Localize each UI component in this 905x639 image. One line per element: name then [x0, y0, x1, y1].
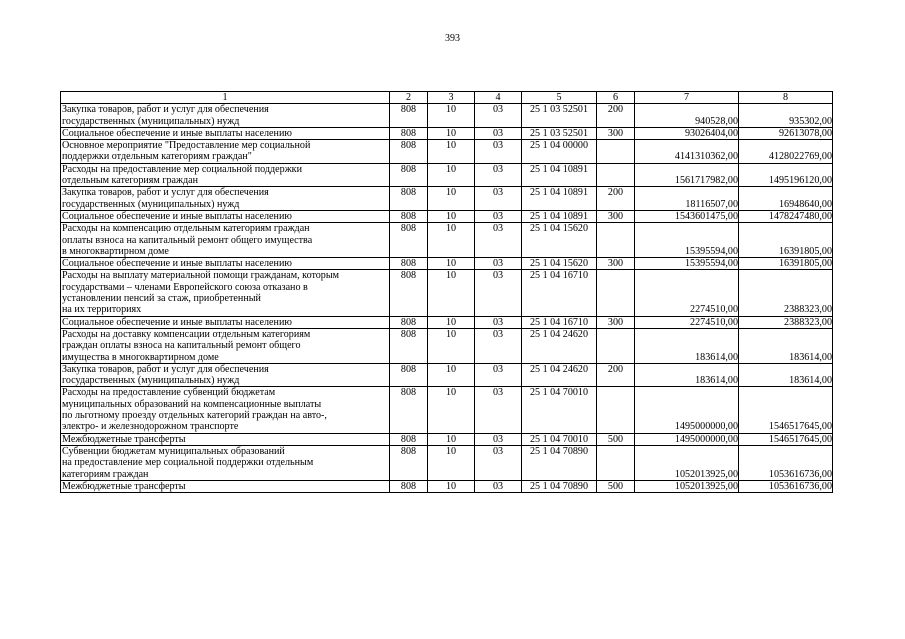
description-line: государственных (муниципальных) нужд — [62, 115, 240, 127]
ministry-code: 808 — [390, 223, 428, 258]
description-line: поддержки отдельным категориям граждан" — [62, 151, 252, 163]
section-code: 10 — [428, 258, 475, 270]
budget-table — [60, 91, 833, 493]
amount-year-2: 935302,00 — [739, 104, 833, 128]
target-article-code: 25 1 04 10891 — [522, 210, 597, 222]
expense-type-code: 200 — [597, 104, 635, 128]
ministry-code: 808 — [390, 480, 428, 492]
table-row — [61, 258, 833, 270]
target-article-code: 25 1 04 24620 — [522, 363, 597, 387]
amount-year-2: 183614,00 — [739, 363, 833, 387]
subsection-code: 03 — [475, 104, 522, 128]
section-code: 10 — [428, 445, 475, 480]
row-description — [61, 127, 390, 139]
expense-type-code — [597, 387, 635, 433]
description-line: отдельным категориям граждан — [62, 175, 198, 187]
amount-year-2: 4128022769,00 — [739, 140, 833, 164]
description-line: по льготному проезду отдельных категорий граждан на авто-, — [62, 410, 327, 422]
target-article-code: 25 1 04 16710 — [522, 270, 597, 316]
section-code: 10 — [428, 104, 475, 128]
ministry-code: 808 — [390, 127, 428, 139]
row-description — [61, 258, 390, 270]
column-header: 3 — [428, 92, 475, 104]
row-description — [61, 104, 390, 128]
amount-year-2: 16391805,00 — [739, 258, 833, 270]
section-code: 10 — [428, 163, 475, 187]
row-description — [61, 210, 390, 222]
ministry-code: 808 — [390, 258, 428, 270]
subsection-code: 03 — [475, 187, 522, 211]
amount-year-1: 4141310362,00 — [635, 140, 739, 164]
ministry-code: 808 — [390, 270, 428, 316]
description-line: Расходы на выплату материальной помощи гражданам, которым — [62, 270, 340, 282]
row-description — [61, 387, 390, 433]
target-article-code: 25 1 04 70890 — [522, 445, 597, 480]
subsection-code: 03 — [475, 258, 522, 270]
table-row — [61, 445, 833, 480]
row-description — [61, 163, 390, 187]
column-header: 7 — [635, 92, 739, 104]
amount-year-1: 93026404,00 — [635, 127, 739, 139]
amount-year-2: 183614,00 — [739, 328, 833, 363]
amount-year-1: 183614,00 — [635, 363, 739, 387]
column-header: 1 — [61, 92, 390, 104]
column-header: 8 — [739, 92, 833, 104]
subsection-code: 03 — [475, 316, 522, 328]
row-description — [61, 480, 390, 492]
amount-year-2: 1495196120,00 — [739, 163, 833, 187]
row-description — [61, 187, 390, 211]
description-line: государственных (муниципальных) нужд — [62, 375, 240, 387]
description-line: на их территориях — [62, 304, 142, 316]
ministry-code: 808 — [390, 187, 428, 211]
target-article-code: 25 1 04 16710 — [522, 316, 597, 328]
section-code: 10 — [428, 328, 475, 363]
target-article-code: 25 1 04 15620 — [522, 258, 597, 270]
ministry-code: 808 — [390, 316, 428, 328]
description-line: Расходы на предоставление субвенций бюджетам — [62, 387, 276, 399]
amount-year-2: 1053616736,00 — [739, 445, 833, 480]
subsection-code: 03 — [475, 223, 522, 258]
subsection-code: 03 — [475, 363, 522, 387]
description-line: Закупка товаров, работ и услуг для обеспечения — [62, 104, 269, 116]
description-line: государственных (муниципальных) нужд — [62, 198, 240, 210]
header-row — [61, 92, 833, 104]
amount-year-2: 1053616736,00 — [739, 480, 833, 492]
amount-year-1: 1543601475,00 — [635, 210, 739, 222]
amount-year-1: 1561717982,00 — [635, 163, 739, 187]
description-line: электро- и железнодорожном транспорте — [62, 421, 239, 433]
subsection-code: 03 — [475, 328, 522, 363]
row-description — [61, 270, 390, 316]
description-line: Расходы на доставку компенсации отдельным категориям — [62, 328, 311, 340]
table-row — [61, 127, 833, 139]
target-article-code: 25 1 04 10891 — [522, 187, 597, 211]
expense-type-code: 200 — [597, 363, 635, 387]
subsection-code: 03 — [475, 480, 522, 492]
subsection-code: 03 — [475, 140, 522, 164]
description-line: Межбюджетные трансферты — [62, 433, 186, 445]
amount-year-1: 1052013925,00 — [635, 445, 739, 480]
ministry-code: 808 — [390, 433, 428, 445]
subsection-code: 03 — [475, 210, 522, 222]
table-row — [61, 140, 833, 164]
section-code: 10 — [428, 187, 475, 211]
section-code: 10 — [428, 223, 475, 258]
description-line: Социальное обеспечение и иные выплаты населению — [62, 210, 292, 222]
expense-type-code — [597, 223, 635, 258]
expense-type-code — [597, 445, 635, 480]
description-line: Социальное обеспечение и иные выплаты населению — [62, 316, 292, 328]
description-line: имущества в многоквартирном доме — [62, 351, 219, 363]
target-article-code: 25 1 03 52501 — [522, 127, 597, 139]
section-code: 10 — [428, 363, 475, 387]
table-row — [61, 163, 833, 187]
ministry-code: 808 — [390, 104, 428, 128]
column-header: 6 — [597, 92, 635, 104]
amount-year-2: 16948640,00 — [739, 187, 833, 211]
subsection-code: 03 — [475, 445, 522, 480]
table-row — [61, 387, 833, 433]
table-row — [61, 187, 833, 211]
target-article-code: 25 1 04 70010 — [522, 433, 597, 445]
description-line: на предоставление мер социальной поддержки отдельным — [62, 457, 314, 469]
subsection-code: 03 — [475, 163, 522, 187]
expense-type-code: 500 — [597, 480, 635, 492]
table-row — [61, 433, 833, 445]
section-code: 10 — [428, 433, 475, 445]
expense-type-code — [597, 270, 635, 316]
amount-year-1: 15395594,00 — [635, 223, 739, 258]
section-code: 10 — [428, 210, 475, 222]
ministry-code: 808 — [390, 387, 428, 433]
amount-year-1: 1052013925,00 — [635, 480, 739, 492]
description-line: установлении пенсий за стаж, приобретенный — [62, 293, 261, 305]
description-line: государствами – членами Европейского союза отказано в — [62, 281, 308, 293]
table-row — [61, 328, 833, 363]
amount-year-2: 1546517645,00 — [739, 387, 833, 433]
ministry-code: 808 — [390, 140, 428, 164]
amount-year-2: 16391805,00 — [739, 223, 833, 258]
target-article-code: 25 1 04 15620 — [522, 223, 597, 258]
row-description — [61, 328, 390, 363]
expense-type-code: 500 — [597, 433, 635, 445]
table-row — [61, 104, 833, 128]
section-code: 10 — [428, 140, 475, 164]
target-article-code: 25 1 04 24620 — [522, 328, 597, 363]
amount-year-1: 18116507,00 — [635, 187, 739, 211]
target-article-code: 25 1 04 00000 — [522, 140, 597, 164]
amount-year-2: 2388323,00 — [739, 316, 833, 328]
column-header: 5 — [522, 92, 597, 104]
description-line: Основное мероприятие "Предоставление мер социальной — [62, 140, 311, 152]
description-line: оплаты взноса на капитальный ремонт общего имущества — [62, 234, 313, 246]
target-article-code: 25 1 04 70010 — [522, 387, 597, 433]
table-row — [61, 210, 833, 222]
target-article-code: 25 1 03 52501 — [522, 104, 597, 128]
expense-type-code — [597, 163, 635, 187]
ministry-code: 808 — [390, 445, 428, 480]
description-line: Закупка товаров, работ и услуг для обеспечения — [62, 363, 269, 375]
ministry-code: 808 — [390, 210, 428, 222]
section-code: 10 — [428, 127, 475, 139]
amount-year-1: 940528,00 — [635, 104, 739, 128]
description-line: Расходы на предоставление мер социальной поддержки — [62, 163, 302, 175]
description-line: граждан оплаты взноса на капитальный ремонт общего — [62, 340, 301, 352]
subsection-code: 03 — [475, 433, 522, 445]
amount-year-1: 15395594,00 — [635, 258, 739, 270]
expense-type-code — [597, 140, 635, 164]
amount-year-1: 2274510,00 — [635, 316, 739, 328]
table-row — [61, 363, 833, 387]
expense-type-code: 300 — [597, 127, 635, 139]
description-line: Субвенции бюджетам муниципальных образований — [62, 445, 285, 457]
page-number: 393 — [445, 33, 460, 44]
expense-type-code: 300 — [597, 210, 635, 222]
row-description — [61, 433, 390, 445]
section-code: 10 — [428, 270, 475, 316]
description-line: Закупка товаров, работ и услуг для обеспечения — [62, 187, 269, 199]
description-line: в многоквартирном доме — [62, 245, 169, 257]
table-body — [61, 92, 833, 493]
row-description — [61, 363, 390, 387]
ministry-code: 808 — [390, 363, 428, 387]
column-header: 2 — [390, 92, 428, 104]
amount-year-1: 2274510,00 — [635, 270, 739, 316]
amount-year-1: 1495000000,00 — [635, 387, 739, 433]
ministry-code: 808 — [390, 328, 428, 363]
description-line: муниципальных образований на компенсационные выплаты — [62, 398, 322, 410]
description-line: Межбюджетные трансферты — [62, 480, 186, 492]
target-article-code: 25 1 04 10891 — [522, 163, 597, 187]
expense-type-code: 200 — [597, 187, 635, 211]
target-article-code: 25 1 04 70890 — [522, 480, 597, 492]
subsection-code: 03 — [475, 270, 522, 316]
expense-type-code: 300 — [597, 316, 635, 328]
description-line: Расходы на компенсацию отдельным категориям граждан — [62, 223, 310, 235]
amount-year-1: 1495000000,00 — [635, 433, 739, 445]
section-code: 10 — [428, 316, 475, 328]
ministry-code: 808 — [390, 163, 428, 187]
description-line: Социальное обеспечение и иные выплаты населению — [62, 127, 292, 139]
amount-year-1: 183614,00 — [635, 328, 739, 363]
expense-type-code — [597, 328, 635, 363]
amount-year-2: 1546517645,00 — [739, 433, 833, 445]
row-description — [61, 316, 390, 328]
column-header: 4 — [475, 92, 522, 104]
subsection-code: 03 — [475, 387, 522, 433]
table-row — [61, 316, 833, 328]
table-row — [61, 480, 833, 492]
section-code: 10 — [428, 480, 475, 492]
description-line: Социальное обеспечение и иные выплаты населению — [62, 258, 292, 270]
table-row — [61, 270, 833, 316]
description-line: категориям граждан — [62, 468, 149, 480]
row-description — [61, 445, 390, 480]
expense-type-code: 300 — [597, 258, 635, 270]
amount-year-2: 92613078,00 — [739, 127, 833, 139]
section-code: 10 — [428, 387, 475, 433]
row-description — [61, 140, 390, 164]
table-row — [61, 223, 833, 258]
subsection-code: 03 — [475, 127, 522, 139]
amount-year-2: 2388323,00 — [739, 270, 833, 316]
row-description — [61, 223, 390, 258]
amount-year-2: 1478247480,00 — [739, 210, 833, 222]
